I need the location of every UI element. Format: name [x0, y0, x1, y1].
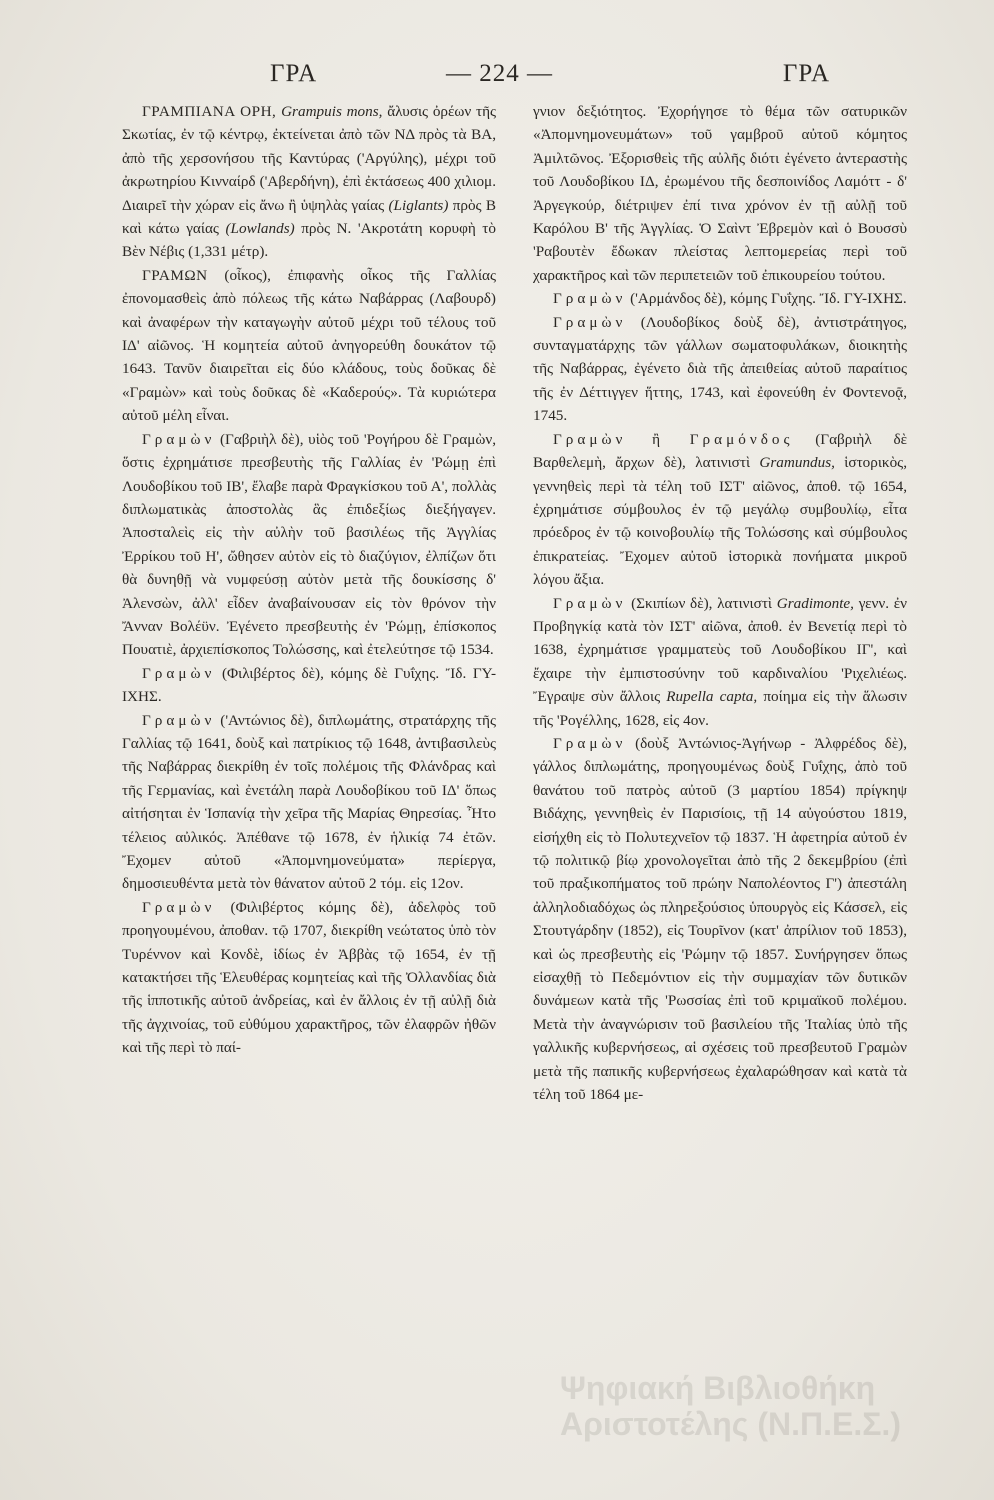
entry-gramon-gramondos: [533, 428, 907, 592]
entry-term: Γραμὼν: [553, 734, 627, 752]
right-column: [533, 100, 907, 1106]
entry-text: (Λουδοβίκος δοὺξ δὲ), ἀντιστράτηγος, συνταγματάρχης τῶν γάλλων σωματοφυλάκων, διοικητὴς τῆς Ναβάρρας, ἐγένετο διὰ τῆς ἀπειθείας αὐτοῦ παραίτιος τῆς ἐν Δέττιγγεν ἥττης, 1743, καὶ ἐφονεύθη ἐν Φοντενοᾷ, 1745.: [533, 313, 907, 425]
entry-term: Γραμὼν: [553, 313, 627, 331]
entry-gramon-philibert-count: [122, 896, 496, 1060]
header-left-guide-word: ΓΡΑ: [270, 60, 318, 87]
latin-name: (Lowlands): [225, 220, 295, 238]
entry-text: πρὸς Ν. 'Ακροτάτη κορυφὴ τὸ Βὲν Νέβις (1,331 μέτρ).: [122, 220, 496, 261]
entry-text: γενν. ἐν Προβηγκίᾳ κατὰ τὸν ΙΣΤ' αἰῶνα, ἀποθ. ἐν Βενετίᾳ περὶ τὸ 1638, ἐχρημάτισε γραμματεὺς τοῦ Λουδοβίκου ΙΓ', καὶ ἔχαιρε τὴν ἐμπιστοσύνην τοῦ καρδιναλίου 'Ριχελιέως. Ἔγραψε σὺν ἄλλοις: [533, 594, 908, 706]
entry-text: (δοὺξ Ἀντώνιος-Ἀγήνωρ - Ἀλφρέδος δὲ), γάλλος διπλωμάτης, προηγουμένως δοὺξ Γυΐχης, ἀπὸ τοῦ θανάτου τοῦ πατρὸς αὐτοῦ (3 μαρτίου 1854) πρίγκηψ Βιδάχης, γεννηθεὶς ἐν Παρισίοις, τῇ 14 αὐγούστου 1819, εἰσήχθη εἰς τὸ Πολυτεχνεῖον τῷ 1837. Ἡ ἀφετηρία αὐτοῦ ἐν τῷ πολιτικῷ βίῳ χρονολογεῖται ἀπὸ τῆς 2 δεκεμβρίου (ἐπὶ τοῦ πραξικοπήματος τοῦ πρώην Ναπολέοντος Γ') ἀπεστάλη ἀλληλοδιαδόχως ὡς πληρεξούσιος ὑπουργὸς εἰς Κάσσελ, εἰς Στουτγάρδην (1852), εἰς Τουρῖνον (κατ' ἀπρίλιον τοῦ 1853), καὶ ὡς πρεσβευτὴς εἰς 'Ρώμην τῷ 1857. Συνήργησεν ὅπως εἰσαχθῇ τὸ Πεδεμόντιον εἰς τὴν συμμαχίαν τῶν δυτικῶν δυνάμεων κατὰ τῆς 'Ρωσσίας ἐπὶ τοῦ κριμαϊκοῦ πολέμου. Μετὰ τὴν ἀναγνώρισιν τοῦ βασιλείου τῆς Ἰταλίας ὑπὸ τῆς γαλλικῆς κυβερνήσεως, αἱ σχέσεις τοῦ πρεσβευτοῦ Γραμὼν μετὰ τῆς παπικῆς κυβερνήσεως ἐχαλαρώθησαν καὶ κατὰ τὰ τέλη τοῦ 1864 με-: [533, 734, 908, 1104]
latin-name: (Liglants): [388, 196, 449, 214]
entry-text: (Φιλιβέρτος κόμης δὲ), ἀδελφὸς τοῦ προηγουμένου, ἀποθαν. τῷ 1707, διεκρίθη νεώτατος ὑπὸ τὸν Τυρέννον καὶ Κονδὲ, ἰδίως ἐν Ἀββὰς τῷ 1654, ἐν τῇ κατακτήσει τῆς Ἑλευθέρας κομητείας καὶ τῆς Ὀλλανδίας διὰ τῆς ἱπποτικῆς αὐτοῦ ἀνδρείας, καὶ ἐν ἄλλοις ἐν τῇ αὐλῇ διὰ τῆς ἀγχινοίας, τοῦ εὐθύμου χαρακτῆρος, τῶν ἐλαφρῶν ἠθῶν καὶ τῆς περὶ τὸ παί-: [122, 898, 497, 1057]
latin-title: Rupella capta,: [666, 688, 758, 706]
entry-term: Γραμὼν: [142, 430, 216, 448]
entry-term: Γραμὼν: [142, 898, 216, 916]
watermark-line: Ψηφιακή Βιβλιοθήκη: [560, 1370, 876, 1406]
entry-gramon-armandos: [533, 287, 907, 310]
entry-term: Γραμὼν: [142, 711, 216, 729]
library-watermark: [560, 1370, 940, 1442]
entry-text: ('Αντώνιος δὲ), διπλωμάτης, στρατάρχης τῆς Γαλλίας τῷ 1641, δοὺξ καὶ πατρίκιος τῷ 1648, ἀντιβασιλεὺς τῆς Ναβάρρας διεκρίθη ἐν τοῖς πολέμοις τῆς Φλάνδρας καὶ τῆς Γερμανίας, καὶ ἐνετάλη παρὰ Λουδοβίκου τοῦ ΙΔ' ὅπως αἰτήσηται ἐν Ἱσπανίᾳ τὴν χεῖρα τῆς Μαρίας Θηρεσίας. Ἦτο τέλειος αὐλικός. Ἀπέθανε τῷ 1678, ἐν ἡλικίᾳ 74 ἐτῶν. Ἔχομεν αὐτοῦ «Ἀπομνημονεύματα» περίεργα, δημοσιευθέντα μετὰ τὸν θάνατον αὐτοῦ 2 τόμ. εἰς 12ον.: [122, 711, 497, 893]
header-right-guide-word: ΓΡΑ: [782, 60, 830, 87]
entry-continuation: [533, 100, 907, 287]
entry-text: (Γαβριὴλ δὲ Βαρθελεμὴ, ἄρχων δὲ), λατινιστὶ: [533, 430, 908, 472]
entry-gramon-philibert: [122, 662, 496, 709]
entry-text: πρὸς Β καὶ κάτω γαίας: [122, 196, 497, 238]
entry-term: ΓΡΑΜΩΝ: [142, 266, 208, 284]
entry-text: ('Αρμάνδος δὲ), κόμης Γυΐχης. Ἴδ. ΓΥ-ΙΧΗΣ.: [630, 290, 907, 308]
entry-text: (Φιλιβέρτος δὲ), κόμης δὲ Γυΐχης. Ἴδ. ΓΥ-ΙΧΗΣ.: [122, 664, 496, 706]
latin-name: Gradimonte,: [776, 594, 854, 612]
entry-gramon-antonios-agenor: [533, 732, 907, 1107]
entry-gramon-gabriel: [122, 428, 496, 662]
entry-term: Γραμὼν: [142, 664, 216, 682]
entry-text: (Σκιπίων δὲ), λατινιστὶ: [631, 594, 773, 612]
entry-text: γνιον δεξιότητος. Ἐχορήγησε τὸ θέμα τῶν σατυρικῶν «Ἀπομνημονευμάτων» τοῦ γαμβροῦ αὐτοῦ κόμητος Ἀμιλτῶνος. Ἐξορισθεὶς τῆς αὐλῆς διότι ἐγένετο ἀντεραστὴς τοῦ Λουδοβίκου ΙΔ, ἐρωμένου τῆς δεσποινίδος Λαμόττ - δ' Ἀργεγκούρ, διέτριψεν ἐπί τινα χρόνον ἐν τῇ αὐλῇ τοῦ Καρόλου Β' τῆς Ἀγγλίας. Ὁ Σαὶντ Ἐβρεμὸν καὶ ὁ Βουσσὺ 'Ραβουτὲν ἔδωκαν πλείστας λεπτομερείας περὶ τοῦ χαρακτῆρος καὶ τῶν περιπετειῶν τοῦ ἐπικουρείου τούτου.: [533, 103, 907, 284]
entry-gramon-antonios: [122, 709, 496, 896]
latin-name: Grampuis mons,: [281, 103, 383, 120]
entry-term: Γραμὼν: [553, 290, 627, 308]
watermark-line: Αριστοτέλης (Ν.Π.Ε.Σ.): [560, 1406, 901, 1442]
page-number: — 224 —: [446, 60, 553, 87]
entry-term: Γραμὼν: [553, 594, 627, 612]
entry-term: Γραμὼν ἢ Γραμόνδος: [553, 430, 794, 448]
entry-gramon-skipion: [533, 592, 907, 732]
entry-term: ΓΡΑΜΠΙΑΝΑ ΟΡΗ,: [142, 103, 277, 120]
entry-gramon-house: [122, 264, 496, 428]
entry-text: ποίημα εἰς τὴν ἅλωσιν τῆς 'Ρογέλλης, 1628, εἰς 4ον.: [533, 688, 908, 729]
running-header: [110, 60, 910, 94]
entry-text: (Γαβριὴλ δὲ), υἱὸς τοῦ 'Ρογήρου δὲ Γραμὼν, ὅστις ἐχρημάτισε πρεσβευτὴς τῆς Γαλλίας ἐν 'Ρώμῃ ἐπὶ Λουδοβίκου τοῦ ΙΒ', ἔλαβε παρὰ Φραγκίσκου τοῦ Α', πολλὰς διπλωματικὰς ἀποστολὰς ἃς ἐπιδεξίως διεξήγαγεν. Ἀποσταλεὶς εἰς τὴν αὐλὴν τοῦ βασιλέως τῆς Ἀγγλίας Ἐρρίκου τοῦ Η', ὤθησεν αὐτὸν εἰς τὸ διαζύγιον, ἐλπίζων ὅτι θὰ δυνηθῇ νὰ νυμφεύσῃ αὐτὸν μετὰ τῆς δουκίσσης δ' Ἀλενσὼν, ἀλλ' εἶδεν ἀναβαίνουσαν εἰς τὸν θρόνον τὴν Ἄνναν Βολέϋν. Ἐγένετο πρεσβευτὴς ἐν 'Ρώμῃ, ἐπίσκοπος Πουατιὲ, ἀρχιεπίσκοπος Τολώσσης, καὶ ἐτελεύτησε τῷ 1534.: [122, 430, 496, 659]
entry-text: (οἶκος), ἐπιφανὴς οἶκος τῆς Γαλλίας ἐπονομασθεὶς ἀπὸ πόλεως τῆς κάτω Ναβάρρας (Λαβουρδ) καὶ ἀναφέρων τὴν καταγωγὴν αὐτοῦ μέχρι τοῦ τέλους τοῦ ΙΔ' αἰῶνος. Ἡ κομητεία αὐτοῦ ἀνηγορεύθη δουκάτον τῷ 1643. Τανῦν διαιρεῖται εἰς δύο κλάδους, τοὺς δοῦκας δὲ «Γραμὼν» καὶ τοὺς δοῦκας δὲ «Καδερούς». Τὰ κυριώτερα αὐτοῦ μέλη εἶναι.: [122, 266, 497, 425]
left-column: [122, 100, 496, 1060]
entry-gramon-loudovikos: [533, 311, 907, 428]
entry-grampiana-ori: [122, 100, 496, 264]
latin-name: Gramundus,: [759, 454, 835, 472]
entry-text: ἱστορικὸς, γεννηθεὶς περὶ τὰ τέλη τοῦ ΙΣΤ' αἰῶνος, ἀποθ. τῷ 1654, ἐχρημάτισε σύμβουλος ἐν τῷ μεγάλῳ συμβουλίῳ, εἶτα πρόεδρος ἐν τῷ κοινοβουλίῳ τῆς Τολώσσης καὶ σύμβουλος ἐπικρατείας. Ἔχομεν αὐτοῦ ἱστορικὰ πονήματα μικροῦ λόγου ἄξια.: [533, 454, 907, 589]
entry-text: ἄλυσις ὀρέων τῆς Σκωτίας, ἐν τῷ κέντρῳ, ἐκτείνεται ἀπὸ τῶν ΝΔ πρὸς τὰ ΒΑ, ἀπὸ τῆς χερσονήσου τῆς Καντύρας ('Αργύλης), μέχρι τοῦ ἀκρωτηρίου Κινναίρδ ('Αβερδήνη), ἐπὶ ἐκτάσεως 400 χιλιομ. Διαιρεῖ τὴν χώραν εἰς ἄνω ἢ ὑψηλὰς γαίας: [122, 103, 497, 214]
